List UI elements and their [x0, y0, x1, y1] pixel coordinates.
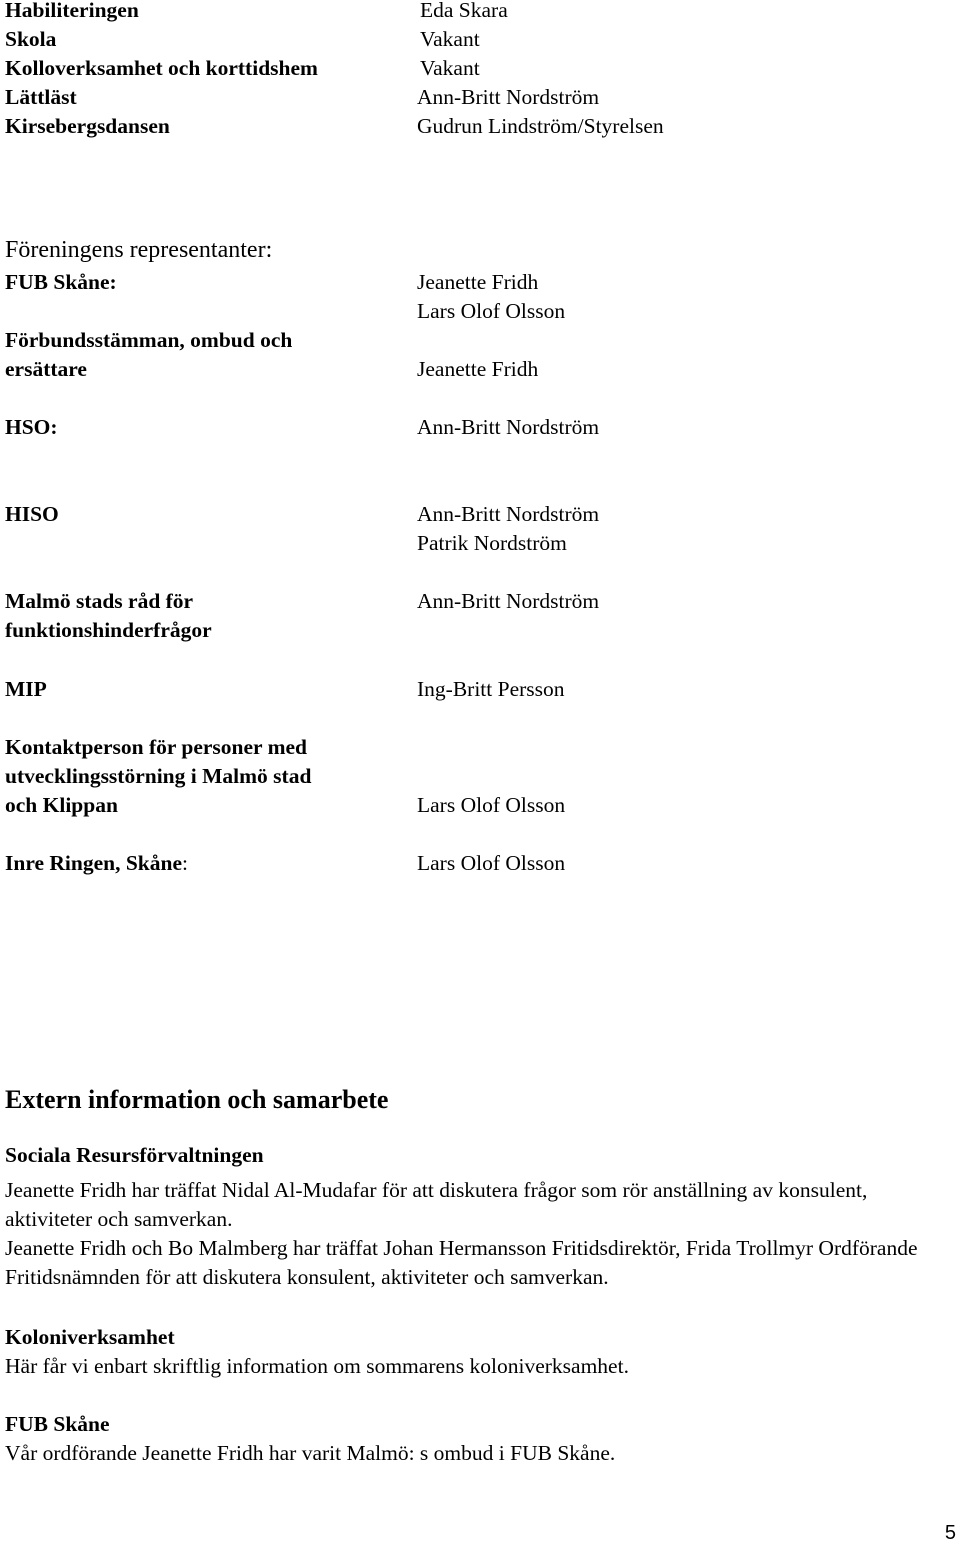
sociala-title: Sociala Resursförvaltningen: [5, 1143, 264, 1167]
forbundsstamman-person: Jeanette Fridh: [417, 357, 539, 381]
page-number: 5: [944, 1522, 956, 1544]
malmo-rad-person: Ann-Britt Nordström: [417, 589, 600, 613]
extern-heading: Extern information och samarbete: [5, 1085, 389, 1114]
koloni-section: [5, 1323, 955, 1381]
role-label-lattlast: Lättläst: [5, 85, 77, 109]
role-person-skola: Vakant: [420, 27, 480, 51]
role-label-kolloverksamhet: Kolloverksamhet och korttidshem: [5, 56, 318, 80]
fub-text: Vår ordförande Jeanette Fridh har varit Malmö: s ombud i FUB Skåne.: [5, 1441, 616, 1465]
mip-label: MIP: [5, 677, 47, 701]
forbundsstamman-label-line1: Förbundsstämman, ombud och: [5, 328, 293, 352]
fub-skane-person-1: Jeanette Fridh: [417, 270, 539, 294]
inre-ringen-label: [5, 849, 188, 878]
role-label-kirsebergsdansen: Kirsebergsdansen: [5, 114, 170, 138]
forbundsstamman-label-line2: ersättare: [5, 357, 87, 381]
representatives-heading: Föreningens representanter:: [5, 237, 273, 263]
malmo-rad-label-line1: Malmö stads råd för: [5, 589, 194, 613]
role-person-habiliteringen: Eda Skara: [420, 0, 508, 22]
koloni-title: Koloniverksamhet: [5, 1325, 175, 1349]
hso-label: HSO:: [5, 415, 58, 439]
hiso-person-2: Patrik Nordström: [417, 531, 567, 555]
mip-person: Ing-Britt Persson: [417, 677, 565, 701]
role-label-skola: Skola: [5, 27, 57, 51]
kontaktperson-label-line3: och Klippan: [5, 793, 118, 817]
role-person-kolloverksamhet: Vakant: [420, 56, 480, 80]
hso-person: Ann-Britt Nordström: [417, 415, 600, 439]
fub-title: FUB Skåne: [5, 1412, 110, 1436]
kontaktperson-label-line2: utvecklingsstörning i Malmö stad: [5, 764, 312, 788]
role-label-habiliteringen: Habiliteringen: [5, 0, 139, 22]
inre-ringen-label-colon: :: [182, 851, 189, 875]
role-person-lattlast: Ann-Britt Nordström: [417, 85, 600, 109]
inre-ringen-person: Lars Olof Olsson: [417, 851, 566, 875]
koloni-text: Här får vi enbart skriftlig information om sommarens koloniverksamhet.: [5, 1354, 629, 1378]
hiso-person-1: Ann-Britt Nordström: [417, 502, 600, 526]
sociala-paragraph-2: Jeanette Fridh och Bo Malmberg har träffat Johan Hermansson Fritidsdirektör, Frida Trollmyr Ordförande Fritidsnämnden för att diskutera konsulent, aktiviteter och samverkan.: [5, 1236, 918, 1289]
fub-section: [5, 1410, 955, 1468]
kontaktperson-label-line1: Kontaktperson för personer med: [5, 735, 307, 759]
fub-skane-label: FUB Skåne:: [5, 270, 117, 294]
hiso-label: HISO: [5, 502, 59, 526]
inre-ringen-label-text: Inre Ringen, Skåne: [5, 851, 183, 875]
kontaktperson-person: Lars Olof Olsson: [417, 793, 566, 817]
sociala-section: [5, 1141, 955, 1292]
fub-skane-person-2: Lars Olof Olsson: [417, 299, 566, 323]
malmo-rad-label-line2: funktionshinderfrågor: [5, 618, 212, 642]
sociala-paragraph-1: Jeanette Fridh har träffat Nidal Al-Mudafar för att diskutera frågor som rör anställning av konsulent, aktiviteter och samverkan.: [5, 1178, 868, 1231]
role-person-kirsebergsdansen: Gudrun Lindström/Styrelsen: [417, 114, 664, 138]
